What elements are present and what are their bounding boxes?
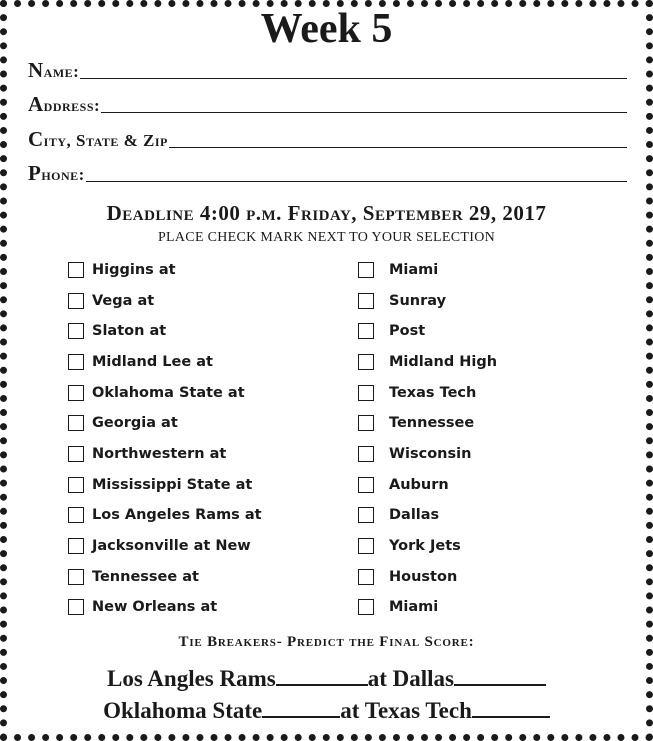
home-team-label: Post [389,323,426,339]
home-pick-row[interactable] [358,504,439,526]
home-pick-row[interactable] [358,566,457,588]
home-pick-row[interactable] [358,382,476,404]
home-checkbox[interactable] [358,415,374,431]
away-team-label: New Orleans at [92,599,218,615]
away-team-label: Slaton at [92,323,167,339]
home-team-label: Midland High [389,354,498,370]
tiebreaker-row-1 [0,665,653,693]
home-checkbox[interactable] [358,538,374,554]
away-team-label: Oklahoma State at [92,385,245,401]
home-pick-row[interactable] [358,474,449,496]
tiebreaker-score-blank[interactable] [472,698,550,718]
home-team-label: Miami [389,599,439,615]
address-field[interactable] [28,90,627,116]
away-checkbox[interactable] [68,599,84,615]
away-pick-row[interactable] [68,566,199,588]
away-checkbox[interactable] [68,446,84,462]
tiebreaker-team2-label: at Dallas [367,666,454,691]
away-checkbox[interactable] [68,323,84,339]
home-team-label: Wisconsin [389,446,472,462]
page-title: Week 5 [260,6,393,52]
home-team-label: York Jets [389,538,461,554]
home-checkbox[interactable] [358,262,374,278]
name-input-line[interactable] [80,78,627,79]
city-state-zip-label: City, State & Zip [28,127,168,151]
away-team-label: Los Angeles Rams at [92,507,262,523]
address-input-line[interactable] [101,112,627,113]
away-checkbox[interactable] [68,415,84,431]
deadline-text: Deadline 4:00 p.m. Friday, September 29, 2017 [106,201,547,225]
home-team-label: Miami [389,262,439,278]
home-checkbox[interactable] [358,599,374,615]
away-pick-row[interactable] [68,535,251,557]
away-pick-row[interactable] [68,320,166,342]
home-pick-row[interactable] [358,259,438,281]
away-team-label: Vega at [92,293,155,309]
away-pick-row[interactable] [68,596,217,618]
away-team-label: Northwestern at [92,446,227,462]
phone-input-line[interactable] [86,181,627,182]
home-checkbox[interactable] [358,293,374,309]
city-state-zip-field[interactable] [28,125,627,151]
away-pick-row[interactable] [68,504,262,526]
away-checkbox[interactable] [68,354,84,370]
away-checkbox[interactable] [68,569,84,585]
away-pick-row[interactable] [68,474,252,496]
tiebreaker-team1-label: Los Angles Rams [107,666,276,691]
away-checkbox[interactable] [68,477,84,493]
away-checkbox[interactable] [68,262,84,278]
home-team-label: Sunray [389,293,447,309]
away-checkbox[interactable] [68,385,84,401]
away-team-label: Higgins at [92,262,176,278]
phone-field[interactable] [28,159,627,185]
home-checkbox[interactable] [358,323,374,339]
address-label: Address: [28,92,101,116]
away-team-label: Tennessee at [92,569,199,585]
away-pick-row[interactable] [68,382,245,404]
away-team-label: Jacksonville at New [92,538,251,554]
home-team-label: Houston [389,569,458,585]
tiebreaker-score-blank[interactable] [454,666,546,686]
tiebreaker-team1-label: Oklahoma State [103,698,263,723]
tiebreaker-row-2 [0,697,653,725]
away-pick-row[interactable] [68,351,213,373]
home-pick-row[interactable] [358,351,497,373]
home-pick-row[interactable] [358,596,438,618]
home-checkbox[interactable] [358,354,374,370]
home-checkbox[interactable] [358,569,374,585]
away-pick-row[interactable] [68,443,226,465]
home-pick-row[interactable] [358,320,425,342]
away-team-label: Mississippi State at [92,477,253,493]
away-pick-row[interactable] [68,290,154,312]
home-checkbox[interactable] [358,507,374,523]
home-pick-row[interactable] [358,443,471,465]
tiebreaker-score-blank[interactable] [262,698,340,718]
home-team-label: Texas Tech [389,385,477,401]
instruction-text: PLACE CHECK MARK NEXT TO YOUR SELECTION [157,230,496,245]
away-team-label: Midland Lee at [92,354,213,370]
away-team-label: Georgia at [92,415,178,431]
name-label: Name: [28,58,80,82]
home-checkbox[interactable] [358,477,374,493]
home-team-label: Auburn [389,477,449,493]
home-team-label: Dallas [389,507,440,523]
away-pick-row[interactable] [68,412,178,434]
home-checkbox[interactable] [358,446,374,462]
home-pick-row[interactable] [358,290,446,312]
tiebreaker-heading: Tie Breakers- Predict the Final Score: [178,634,475,650]
away-checkbox[interactable] [68,507,84,523]
name-field[interactable] [28,56,627,82]
away-pick-row[interactable] [68,259,176,281]
home-pick-row[interactable] [358,535,461,557]
tiebreaker-score-blank[interactable] [276,666,368,686]
home-team-label: Tennessee [389,415,475,431]
tiebreaker-team2-label: at Texas Tech [340,698,472,723]
away-checkbox[interactable] [68,538,84,554]
home-checkbox[interactable] [358,385,374,401]
away-checkbox[interactable] [68,293,84,309]
phone-label: Phone: [28,161,85,185]
city-state-zip-input-line[interactable] [169,147,627,148]
home-pick-row[interactable] [358,412,474,434]
